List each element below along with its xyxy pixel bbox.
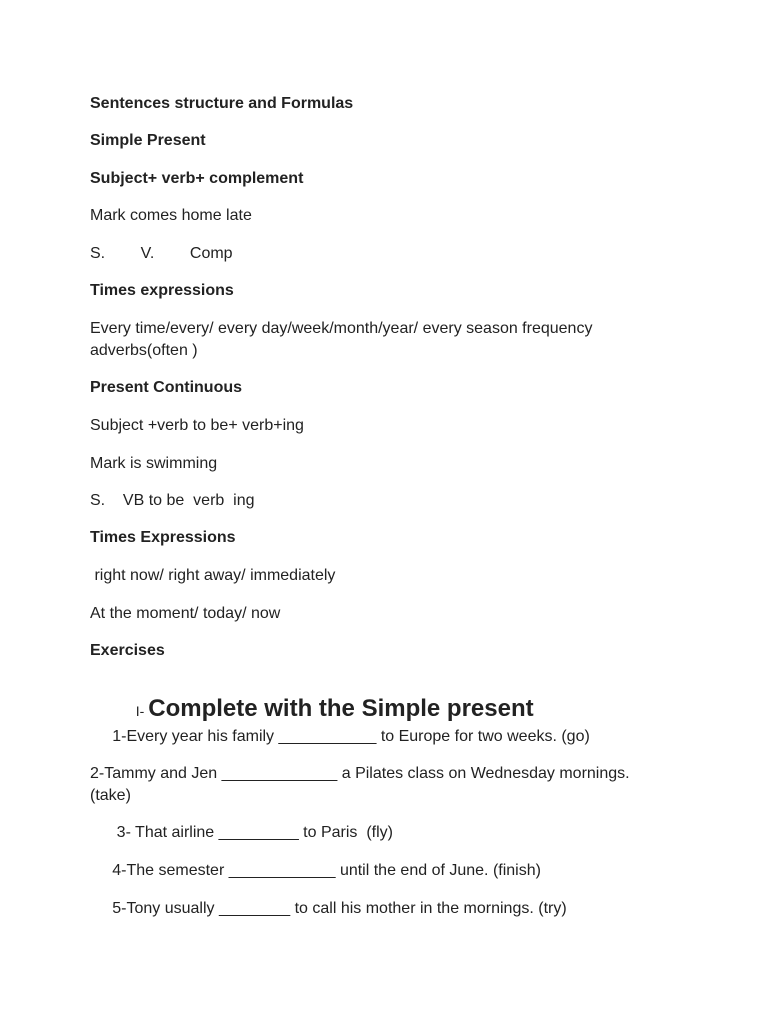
simple-present-formula: Subject+ verb+ complement [90, 170, 304, 187]
present-continuous-example: Mark is swimming [90, 455, 218, 472]
exercises-heading: Exercises [90, 642, 165, 659]
simple-present-example: Mark comes home late [90, 207, 252, 224]
present-continuous-times-line2: At the moment/ today/ now [90, 605, 281, 622]
present-continuous-times-line1: right now/ right away/ immediately [90, 567, 336, 584]
exercise-item-5: 5-Tony usually ________ to call his mother in the mornings. (try) [90, 900, 567, 917]
exercise-item-3: 3- That airline _________ to Paris (fly) [90, 824, 393, 841]
exercise-item-2: 2-Tammy and Jen _____________ a Pilates class on Wednesday mornings.(take) [90, 765, 630, 804]
simple-present-times-text: Every time/every/ every day/week/month/year/ every season frequency adverbs(often ) [90, 320, 593, 359]
exercise-item-4: 4-The semester ____________ until the end of June. (finish) [90, 862, 541, 879]
present-continuous-formula: Subject +verb to be+ verb+ing [90, 417, 304, 434]
exercise-item-1: 1-Every year his family ___________ to Europe for two weeks. (go) [90, 728, 590, 745]
present-continuous-heading: Present Continuous [90, 379, 243, 396]
present-continuous-times-heading: Times Expressions [90, 529, 236, 546]
simple-present-heading: Simple Present [90, 132, 206, 149]
present-continuous-parts: S. VB to be verb ing [90, 492, 255, 509]
section-numeral: I- [135, 703, 149, 719]
simple-present-times-heading: Times expressions [90, 282, 234, 299]
simple-present-parts: S. V. Comp [90, 245, 233, 262]
document-title: Sentences structure and Formulas [90, 95, 354, 112]
section-title: Complete with the Simple present [148, 695, 534, 722]
